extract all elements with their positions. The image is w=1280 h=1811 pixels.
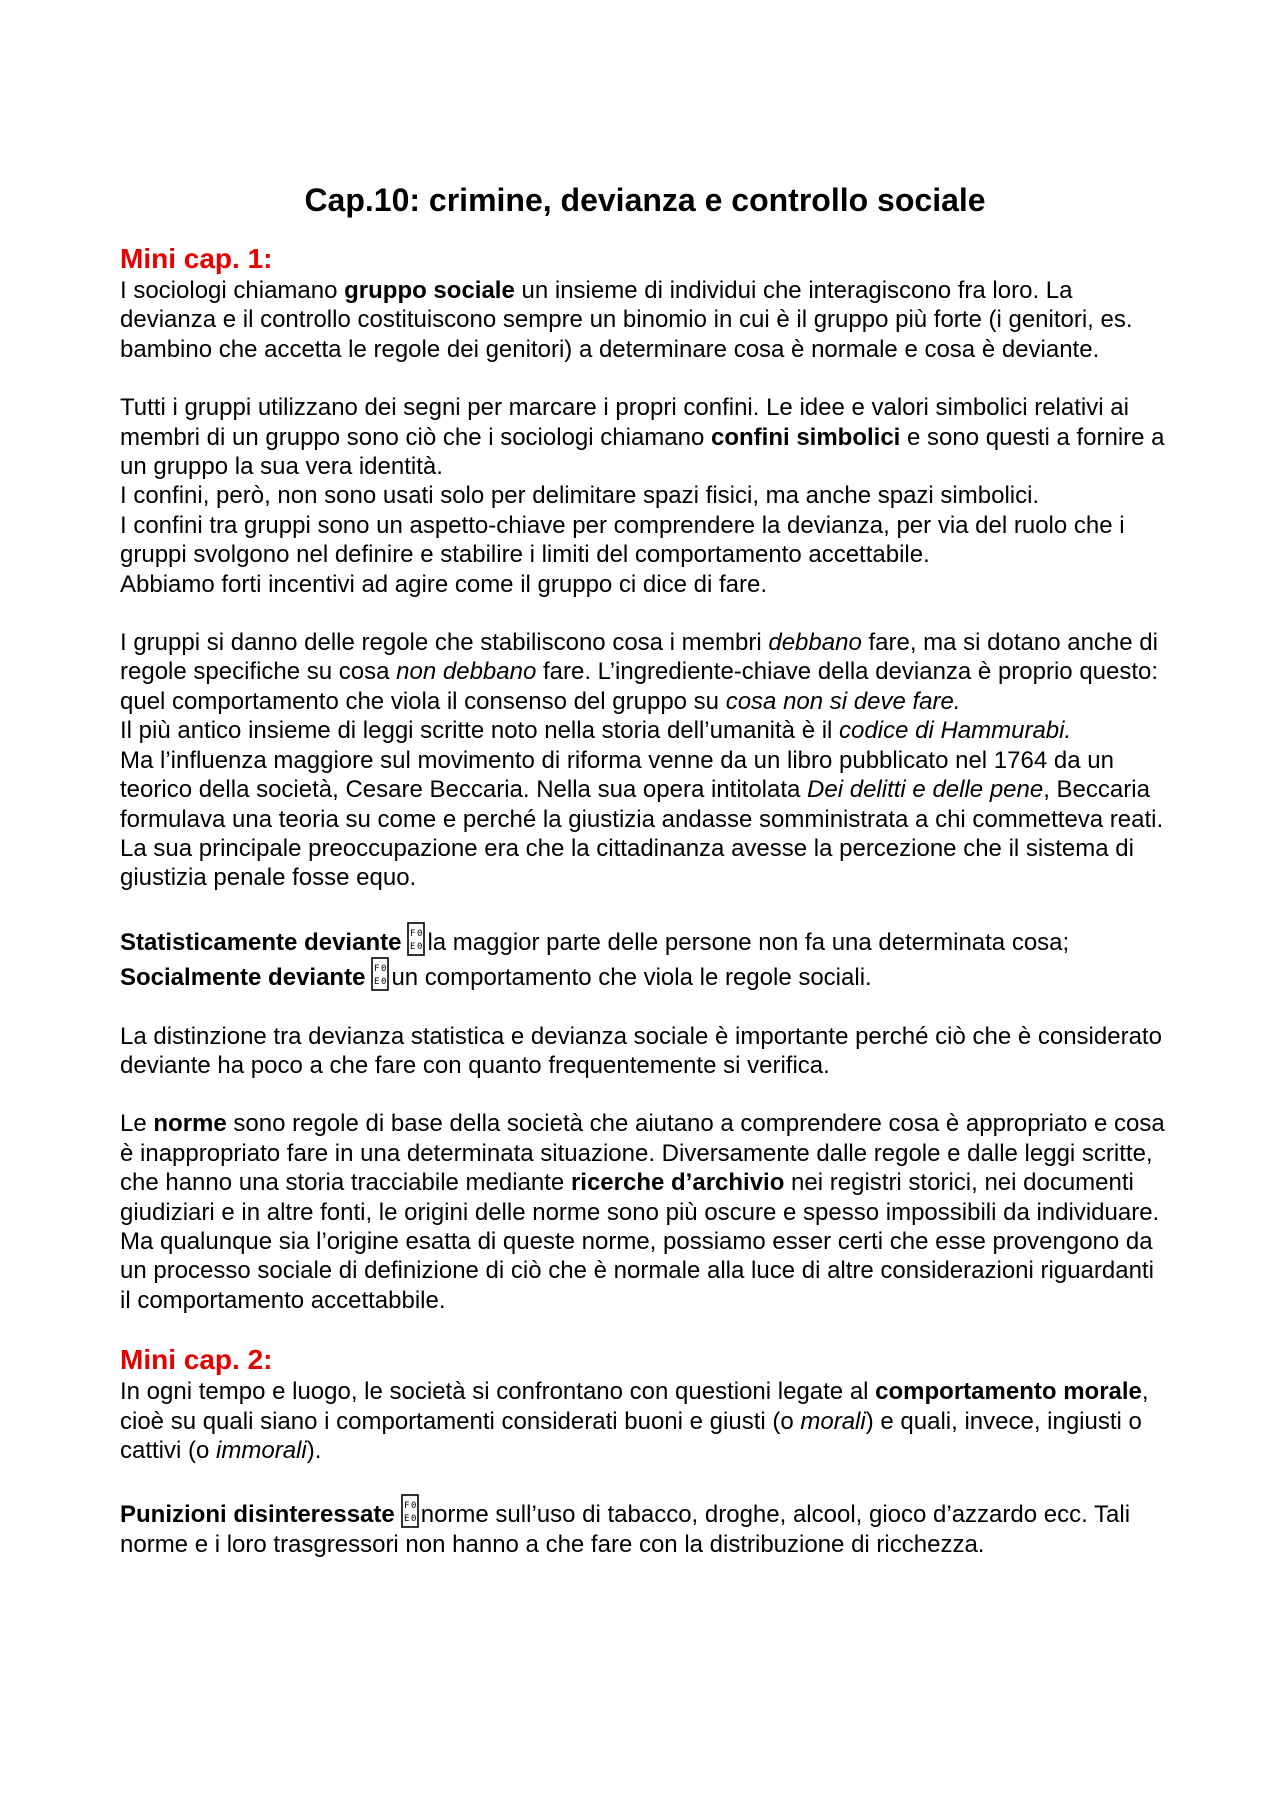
- missing-glyph-icon: [401, 1494, 419, 1528]
- svg-text:F: F: [403, 1501, 410, 1512]
- svg-text:F: F: [374, 964, 380, 975]
- italic-morali: morali: [800, 1407, 866, 1435]
- paragraph-origine-norme: Ma qualunque sia l’origine esatta di queste norme, possiamo esser certi che esse provengono da un processo sociale di definizione di ciò che è normale alla luce di altre considerazioni riguardanti il comportamento accettabbile.: [120, 1227, 1154, 1314]
- text-run: Le: [120, 1110, 154, 1138]
- text-run: Ma l’influenza maggiore sul movimento di riforma venne da un libro pubblicato nel 1764 da un teorico della società, Cesare Beccaria. Nella sua opera intitolata: [120, 746, 1114, 804]
- paragraph-norme: [120, 1109, 1170, 1227]
- italic-codice-hammurabi: codice di Hammurabi.: [839, 717, 1072, 745]
- text-run: Il più antico insieme di leggi scritte noto nella storia dell’umanità è il: [120, 717, 840, 745]
- document-page: [120, 180, 1170, 1559]
- section-heading-mini-cap-2: Mini cap. 2:: [120, 1344, 273, 1376]
- italic-non-debbano: non debbano: [396, 658, 537, 686]
- text-run: In ogni tempo e luogo, le società si confrontano con questioni legate al: [120, 1378, 876, 1406]
- text-run: sono regole di base della società che aiutano a comprendere cosa è appropriato e cosa è inappropriato fare in una determinata situazione. Diversamente dalle regole e dalle leggi scritte, che hanno una storia tracciabile mediante: [120, 1110, 1165, 1197]
- paragraph-regole: [120, 628, 1170, 716]
- paragraph-comportamento-morale: [120, 1377, 1170, 1465]
- page-title: Cap.10: crimine, devianza e controllo sociale: [304, 182, 986, 218]
- svg-text:F: F: [410, 928, 416, 939]
- text-run: fare. L’ingrediente-chiave della devianza è proprio questo: quel comportamento che viola il consenso del gruppo su: [120, 658, 1159, 715]
- definition-text: norme sull’uso di tabacco, droghe, alcool, gioco d’azzardo ecc. Tali norme e i loro trasgressori non hanno a che fare con la distribuzione di ricchezza.: [120, 1501, 1131, 1558]
- text-run: , Beccaria formulava una teoria su come e perché la giustizia andasse somministrata a chi commetteva reati. La sua principale preoccupazione era che la cittadinanza avesse la percezione che il sistema di giustizia penale fosse equo.: [120, 776, 1164, 892]
- paragraph-incentivi: Abbiamo forti incentivi ad agire come il gruppo ci dice di fare.: [120, 570, 767, 598]
- text-run: ) e quali, invece, ingiusti o cattivi (o: [120, 1407, 1142, 1464]
- paragraph-gruppo-sociale: [120, 276, 1170, 364]
- definition-term: Statisticamente deviante: [120, 928, 402, 956]
- italic-cosa-non-si-deve-fare: cosa non si deve fare.: [725, 687, 961, 715]
- missing-glyph-icon: [371, 957, 389, 991]
- bold-term-norme: norme: [153, 1110, 227, 1138]
- text-run: ).: [306, 1437, 322, 1464]
- paragraph-hammurabi: [120, 716, 1170, 745]
- svg-text:0: 0: [410, 1514, 417, 1525]
- svg-text:E: E: [403, 1514, 410, 1525]
- missing-glyph-icon: [407, 922, 425, 956]
- definition-text: un comportamento che viola le regole sociali.: [391, 964, 872, 992]
- paragraph-distinzione: La distinzione tra devianza statistica e devianza sociale è importante perché ciò che è considerato deviante ha poco a che fare con quanto frequentemente si verifica.: [120, 1022, 1162, 1079]
- bold-term-confini-simbolici: confini simbolici: [711, 423, 901, 451]
- text-run: fare, ma si dotano anche di regole specifiche su cosa: [120, 629, 1158, 686]
- section-heading-mini-cap-1: Mini cap. 1:: [120, 243, 273, 274]
- svg-text:0: 0: [381, 964, 387, 975]
- paragraph-confini-simbolici: [120, 393, 1170, 481]
- definition-text: la maggior parte delle persone non fa una determinata cosa;: [427, 928, 1070, 956]
- svg-text:0: 0: [417, 928, 423, 939]
- definition-term: Punizioni disinteressate: [120, 1501, 395, 1529]
- bold-term-gruppo-sociale: gruppo sociale: [344, 277, 515, 304]
- definition-statisticamente-deviante: [120, 922, 1170, 957]
- definition-term: Socialmente deviante: [120, 964, 366, 992]
- bold-term-comportamento-morale: comportamento morale: [875, 1378, 1142, 1406]
- definition-punizioni-disinteressate: [120, 1494, 1170, 1559]
- svg-text:0: 0: [417, 941, 423, 952]
- definition-socialmente-deviante: [120, 957, 1170, 992]
- paragraph-confini-spazi: I confini, però, non sono usati solo per delimitare spazi fisici, ma anche spazi simbolici.: [120, 482, 1040, 510]
- text-run: I gruppi si danno delle regole che stabiliscono cosa i membri: [120, 629, 769, 657]
- text-run: nei registri storici, nei documenti giudiziari e in altre fonti, le origini delle norme sono più oscure e spesso impossibili da individuare.: [120, 1169, 1160, 1226]
- text-run: e sono questi a fornire a un gruppo la sua vera identità.: [120, 423, 1165, 481]
- italic-immorali: immorali: [216, 1437, 307, 1464]
- text-run: un insieme di individui che interagiscono fra loro. La devianza e il controllo costituiscono sempre un binomio in cui è il gruppo più forte (i genitori, es. bambino che accetta le regole dei genitori) a determinare cosa è normale e cosa è deviante.: [120, 277, 1133, 363]
- paragraph-confini-gruppi: I confini tra gruppi sono un aspetto-chiave per comprendere la devianza, per via del ruolo che i gruppi svolgono nel definire e stabilire i limiti del comportamento accettabile.: [120, 511, 1125, 569]
- italic-debbano: debbano: [768, 629, 862, 657]
- italic-dei-delitti: Dei delitti e delle pene: [807, 776, 1044, 804]
- text-run: I sociologi chiamano: [120, 277, 345, 304]
- text-run: , cioè su quali siano i comportamenti considerati buoni e giusti (o: [120, 1378, 1149, 1435]
- paragraph-beccaria: [120, 746, 1170, 893]
- bold-term-ricerche-archivio: ricerche d’archivio: [570, 1169, 785, 1197]
- svg-text:E: E: [374, 977, 380, 988]
- svg-text:0: 0: [381, 977, 387, 988]
- svg-text:0: 0: [410, 1501, 417, 1512]
- svg-text:E: E: [410, 941, 416, 952]
- text-run: Tutti i gruppi utilizzano dei segni per marcare i propri confini. Le idee e valori simbolici relativi ai membri di un gruppo sono ciò che i sociologi chiamano: [120, 394, 1129, 451]
